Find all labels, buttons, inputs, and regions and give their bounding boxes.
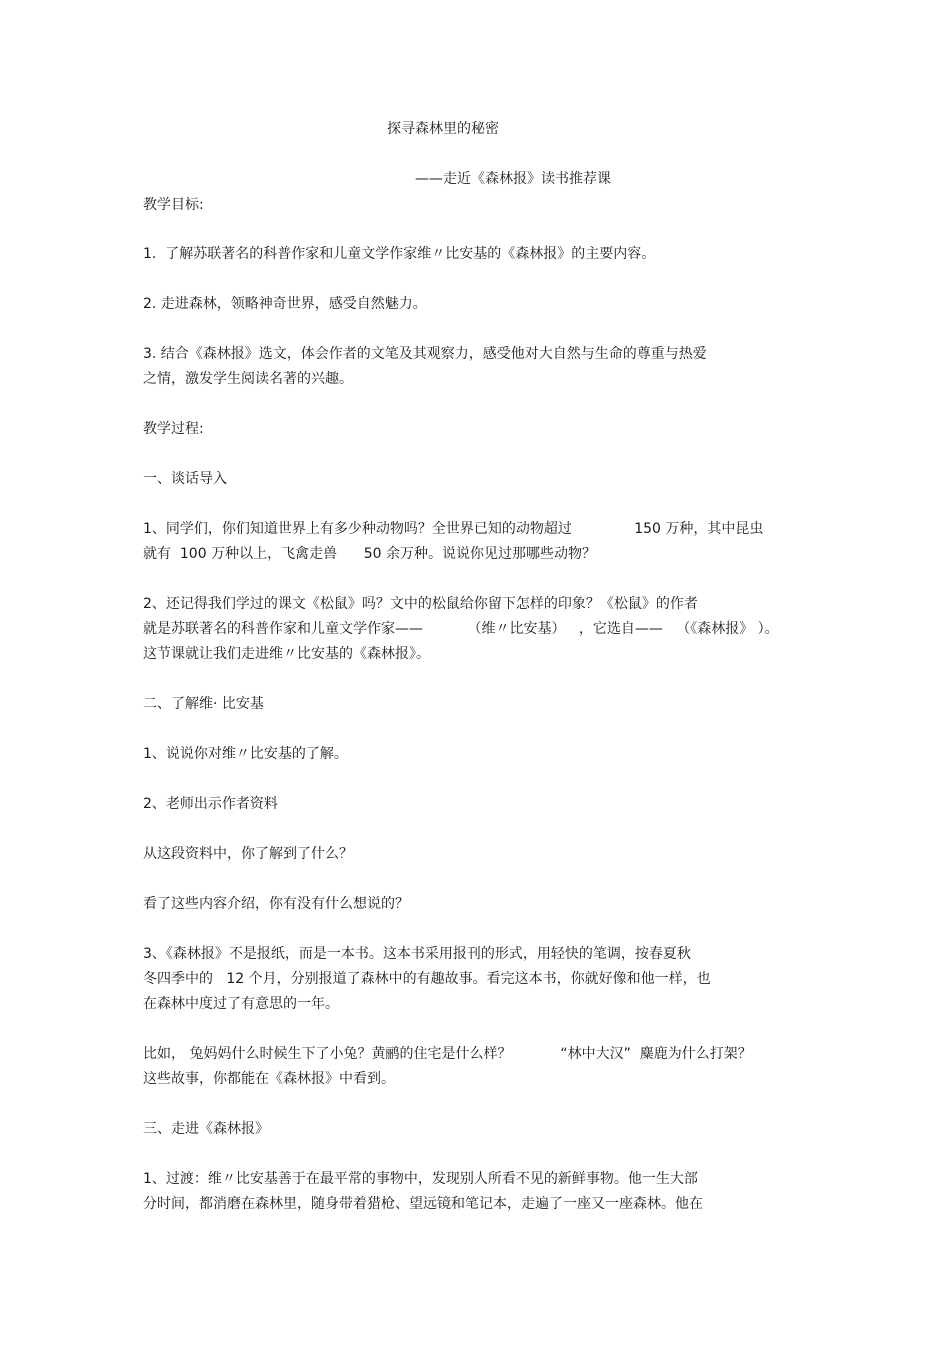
paragraph-4-line-2: 这些故事，你都能在《森林报》中看到。 xyxy=(143,1071,395,1087)
part-one-heading: 一、谈话导入 xyxy=(143,471,227,487)
paragraph-4-line-1: 比如， 兔妈妈什么时候生下了小兔？黄鹂的住宅是什么样？ “林中大汉” 麋鹿为什么打架？ xyxy=(143,1046,752,1062)
paragraph-2-line-3: 这节课就让我们走进维〃比安基的《森林报》。 xyxy=(143,646,430,662)
document-subtitle: ——走近《森林报》读书推荐课 xyxy=(415,171,611,187)
paragraph-2-line-1: 2、还记得我们学过的课文《松鼠》吗？文中的松鼠给你留下怎样的印象？《松鼠》的作者 xyxy=(143,596,698,612)
paragraph-1-line-1: 1、同学们，你们知道世界上有多少种动物吗？全世界已知的动物超过 150 万种，其中昆虫 xyxy=(143,521,764,537)
objective-3-line-2: 之情，激发学生阅读名著的兴趣。 xyxy=(143,371,353,387)
part-two-item-2: 2、老师出示作者资料 xyxy=(143,796,278,812)
section-heading-objectives: 教学目标: xyxy=(143,197,204,213)
paragraph-1-line-2: 就有 100 万种以上，飞禽走兽 50 余万种。说说你见过那哪些动物？ xyxy=(143,546,597,562)
objective-3-line-1: 3. 结合《森林报》选文，体会作者的文笔及其观察力，感受他对大自然与生命的尊重与热爱 xyxy=(143,346,707,362)
part-two-heading: 二、了解维· 比安基 xyxy=(143,696,264,712)
section-heading-process: 教学过程: xyxy=(143,421,204,437)
paragraph-5-line-1: 1、过渡：维〃比安基善于在最平常的事物中，发现别人所看不见的新鲜事物。他一生大部 xyxy=(143,1171,698,1187)
paragraph-5-line-2: 分时间，都消磨在森林里，随身带着猎枪、望远镜和笔记本，走遍了一座又一座森林。他在 xyxy=(143,1196,703,1212)
question-2: 看了这些内容介绍，你有没有什么想说的？ xyxy=(143,896,409,912)
paragraph-3-line-1: 3、《森林报》不是报纸，而是一本书。这本书采用报刊的形式，用轻快的笔调，按春夏秋 xyxy=(143,946,691,962)
part-two-item-1: 1、说说你对维〃比安基的了解。 xyxy=(143,746,348,762)
document-title: 探寻森林里的秘密 xyxy=(387,121,499,137)
paragraph-2-line-2: 就是苏联著名的科普作家和儿童文学作家—— （维〃比安基） ，它选自—— （《森林报》 ）。 xyxy=(143,621,779,637)
question-1: 从这段资料中，你了解到了什么？ xyxy=(143,846,353,862)
paragraph-3-line-2: 冬四季中的 12 个月，分别报道了森林中的有趣故事。看完这本书，你就好像和他一样，也 xyxy=(143,971,711,987)
objective-1: 1. 了解苏联著名的科普作家和儿童文学作家维〃比安基的《森林报》的主要内容。 xyxy=(143,246,656,262)
paragraph-3-line-3: 在森林中度过了有意思的一年。 xyxy=(143,996,339,1012)
part-three-heading: 三、走进《森林报》 xyxy=(143,1121,269,1137)
objective-2: 2. 走进森林，领略神奇世界，感受自然魅力。 xyxy=(143,296,427,312)
